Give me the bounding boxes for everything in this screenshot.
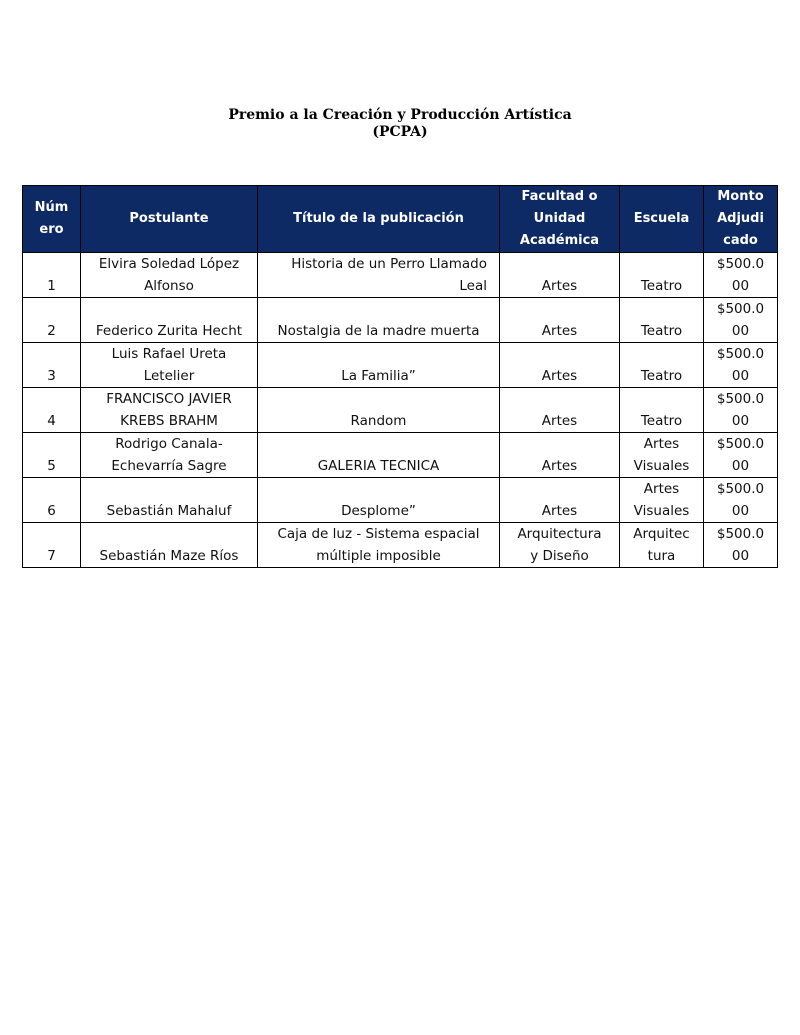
cell-line: Facultad o xyxy=(521,189,598,204)
cell-facultad xyxy=(500,343,620,388)
header-monto xyxy=(704,186,778,253)
cell-titulo xyxy=(258,298,500,343)
cell-line: Artes xyxy=(643,481,680,497)
cell-line: Teatro xyxy=(640,323,683,339)
cell-line: 2 xyxy=(47,323,56,339)
cell-line: Random xyxy=(350,413,407,429)
cell-line: 00 xyxy=(731,548,750,564)
cell-line: $500.0 xyxy=(716,301,765,317)
cell-monto xyxy=(704,523,778,568)
cell-postulante xyxy=(81,253,258,298)
cell-line: Luis Rafael Ureta xyxy=(111,346,227,362)
cell-postulante xyxy=(81,523,258,568)
cell-line: Académica xyxy=(519,233,600,248)
header-escuela xyxy=(620,186,704,253)
cell-line: La Familia” xyxy=(341,368,416,384)
awards-table xyxy=(22,185,778,568)
cell-monto xyxy=(704,253,778,298)
header-numero xyxy=(23,186,81,253)
cell-postulante xyxy=(81,478,258,523)
header-row xyxy=(23,186,778,253)
cell-escuela xyxy=(620,523,704,568)
cell-monto xyxy=(704,433,778,478)
cell-line: 7 xyxy=(47,548,56,564)
cell-monto xyxy=(704,478,778,523)
cell-line: $500.0 xyxy=(716,256,765,272)
cell-escuela xyxy=(620,298,704,343)
cell-numero xyxy=(23,523,81,568)
cell-titulo xyxy=(258,253,500,298)
cell-line: múltiple imposible xyxy=(316,548,441,564)
cell-facultad xyxy=(500,523,620,568)
table-row xyxy=(23,388,778,433)
cell-line: ero xyxy=(39,222,64,237)
cell-monto xyxy=(704,298,778,343)
cell-line: $500.0 xyxy=(716,346,765,362)
cell-line: Sebastián Mahaluf xyxy=(106,503,232,519)
cell-facultad xyxy=(500,253,620,298)
table-row xyxy=(23,523,778,568)
cell-line: Teatro xyxy=(640,278,683,294)
cell-postulante xyxy=(81,343,258,388)
cell-line: Letelier xyxy=(143,368,195,384)
cell-numero xyxy=(23,253,81,298)
cell-line: Alfonso xyxy=(144,278,194,294)
cell-line: Artes xyxy=(541,458,578,474)
cell-line: $500.0 xyxy=(716,526,765,542)
table-header xyxy=(23,186,778,253)
table-row xyxy=(23,253,778,298)
cell-line: Arquitec xyxy=(633,526,690,542)
cell-line: FRANCISCO JAVIER xyxy=(106,391,232,407)
cell-facultad xyxy=(500,478,620,523)
cell-line: Postulante xyxy=(129,211,209,226)
document-title xyxy=(0,107,800,141)
cell-titulo xyxy=(258,433,500,478)
cell-line: Caja de luz - Sistema espacial xyxy=(277,526,480,542)
cell-numero xyxy=(23,343,81,388)
cell-line: Sebastián Maze Ríos xyxy=(99,548,239,564)
cell-line: Escuela xyxy=(633,211,690,226)
cell-line: 00 xyxy=(731,323,750,339)
header-titulo xyxy=(258,186,500,253)
cell-titulo xyxy=(258,343,500,388)
cell-line: Teatro xyxy=(640,413,683,429)
cell-line: $500.0 xyxy=(716,436,765,452)
cell-line: 6 xyxy=(47,503,56,519)
cell-line: 00 xyxy=(731,503,750,519)
cell-escuela xyxy=(620,388,704,433)
cell-line: Teatro xyxy=(640,368,683,384)
header-postulante xyxy=(81,186,258,253)
cell-monto xyxy=(704,388,778,433)
cell-line: 5 xyxy=(47,458,56,474)
table-row xyxy=(23,343,778,388)
cell-line: Desplome” xyxy=(341,503,416,519)
cell-line: 4 xyxy=(47,413,56,429)
cell-line: Artes xyxy=(541,413,578,429)
table-row xyxy=(23,433,778,478)
cell-escuela xyxy=(620,433,704,478)
cell-line: Arquitectura xyxy=(517,526,602,542)
cell-titulo xyxy=(258,388,500,433)
cell-line: Leal xyxy=(459,278,487,294)
cell-line: Federico Zurita Hecht xyxy=(95,323,243,339)
document-title-line-1: Premio a la Creación y Producción Artística xyxy=(228,107,572,123)
cell-line: $500.0 xyxy=(716,391,765,407)
cell-line: Rodrigo Canala- xyxy=(115,436,223,452)
cell-line: cado xyxy=(723,233,758,248)
cell-line: 00 xyxy=(731,368,750,384)
cell-line: Artes xyxy=(541,368,578,384)
cell-line: 3 xyxy=(47,368,56,384)
cell-line: Adjudi xyxy=(717,211,764,226)
cell-line: 00 xyxy=(731,458,750,474)
cell-line: KREBS BRAHM xyxy=(120,413,218,429)
table-row xyxy=(23,478,778,523)
cell-facultad xyxy=(500,298,620,343)
cell-facultad xyxy=(500,433,620,478)
cell-line: Artes xyxy=(541,278,578,294)
cell-line: 00 xyxy=(731,278,750,294)
cell-line: Historia de un Perro Llamado xyxy=(291,256,487,272)
cell-numero xyxy=(23,388,81,433)
cell-line: 00 xyxy=(731,413,750,429)
cell-line: Echevarría Sagre xyxy=(111,458,227,474)
cell-numero xyxy=(23,433,81,478)
cell-line: Elvira Soledad López xyxy=(98,256,240,272)
cell-line: Artes xyxy=(643,436,680,452)
table-body xyxy=(23,253,778,568)
cell-line: Artes xyxy=(541,323,578,339)
cell-titulo xyxy=(258,523,500,568)
cell-escuela xyxy=(620,343,704,388)
cell-numero xyxy=(23,478,81,523)
cell-monto xyxy=(704,343,778,388)
cell-line: Visuales xyxy=(633,458,690,474)
cell-line: GALERIA TECNICA xyxy=(317,458,440,474)
cell-facultad xyxy=(500,388,620,433)
cell-postulante xyxy=(81,298,258,343)
cell-line: Título de la publicación xyxy=(293,211,464,226)
cell-line: Monto xyxy=(717,189,764,204)
cell-line: y Diseño xyxy=(530,548,589,564)
document-title-line-2: (PCPA) xyxy=(372,124,428,140)
cell-line: $500.0 xyxy=(716,481,765,497)
cell-escuela xyxy=(620,253,704,298)
cell-postulante xyxy=(81,388,258,433)
cell-escuela xyxy=(620,478,704,523)
cell-line: Núm xyxy=(34,200,69,215)
cell-line: Visuales xyxy=(633,503,690,519)
header-facultad xyxy=(500,186,620,253)
cell-line: tura xyxy=(647,548,676,564)
cell-line: Artes xyxy=(541,503,578,519)
cell-line: Unidad xyxy=(533,211,586,226)
cell-line: 1 xyxy=(47,278,56,294)
table-row xyxy=(23,298,778,343)
cell-line: Nostalgia de la madre muerta xyxy=(277,323,480,339)
cell-numero xyxy=(23,298,81,343)
cell-titulo xyxy=(258,478,500,523)
cell-postulante xyxy=(81,433,258,478)
